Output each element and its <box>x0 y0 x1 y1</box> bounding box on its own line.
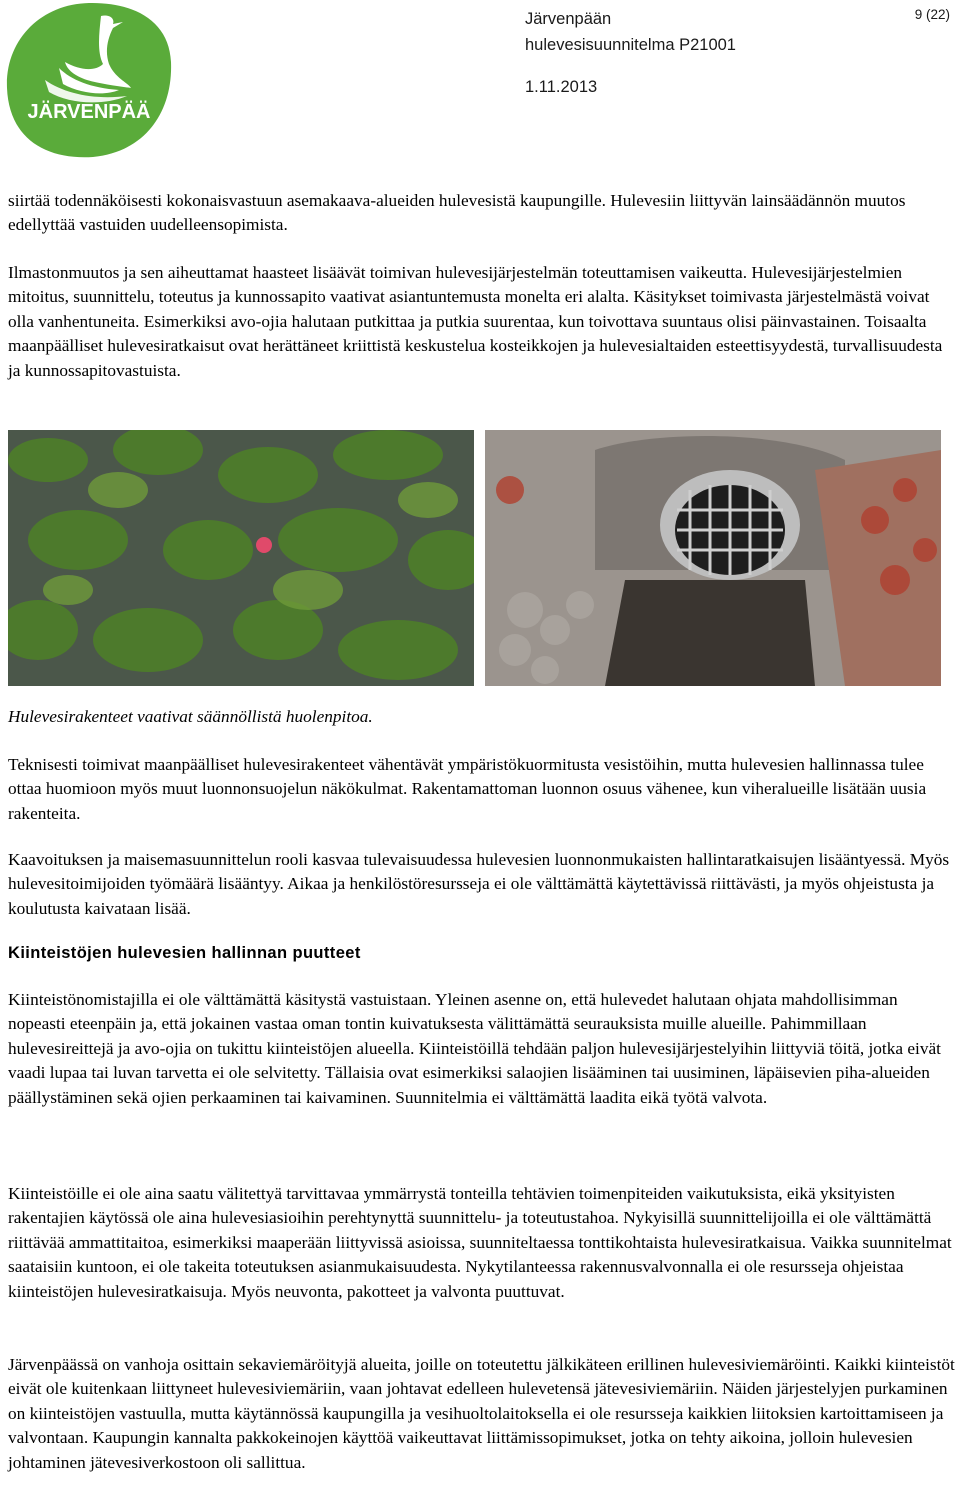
section-heading: Kiinteistöjen hulevesien hallinnan puutteet <box>8 944 361 962</box>
paragraph-5: Kiinteistönomistajilla ei ole välttämättä käsitystä vastuistaan. Yleinen asenne on, että hulevedet halutaan ohjata mahdollisimman nopeasti eteenpäin ja, että jokainen vastaa oman tontin kuivatuksesta välittämättä seurauksista muille alueille. Pahimmillaan hulevesireittejä ja avo-ojia on tukittu kiinteistöjen alueella. Kiinteistöillä tehdään paljon hulevesijärjestelyihin liittyviä töitä, jotka eivät vaadi lupaa tai luvan tarvetta ei ole selvitetty. Tällaisia ovat esimerkiksi salaojien lisääminen tai uusiminen, läpäisevien piha-alueiden päällystäminen sekä ojien perkaaminen tai kaivaminen. Suunnitelmia ei välttämättä laadita eikä työtä valvota. <box>8 990 941 1107</box>
paragraph-3: Teknisesti toimivat maanpäälliset hulevesirakenteet vähentävät ympäristökuormitusta vesistöihin, mutta hulevesien hallinnassa tulee ottaa huomioon myös muut luonnonsuojelun näkökulmat. Rakentamattoman luonnon osuus vähenee, kun viheralueille lisätään uusia rakenteita. <box>8 755 927 823</box>
photo-caption: Hulevesirakenteet vaativat säännöllistä huolenpitoa. <box>8 707 373 726</box>
page-number: 9 (22) <box>914 7 950 22</box>
paragraph-4: Kaavoituksen ja maisemasuunnittelun rooli kasvaa tulevaisuudessa hulevesien luonnonmukaisten hallintaratkaisujen lisääntyessä. Myös hulevesitoimijoiden työmäärä lisääntyy. Aikaa ja henkilöstöresursseja ei ole välttämättä käytettävissä riittävästi, ja myös ohjeistusta ja koulutusta kaivataan lisää. <box>8 850 950 918</box>
header-title-line1: Järvenpään <box>525 10 612 28</box>
paragraph-6: Kiinteistöille ei ole aina saatu välitettyä tarvittavaa ymmärrystä tonteilla tehtävien toimenpiteiden vaikutuksista, eikä yksityisten rakentajien käytössä ole aina hulevesiasioihin perehtynyttä suunnittelu- ja toteutustahoa. Nykyisillä suunnittelijoilla ei ole välttämättä riittävää ammattitaitoa, esimerkiksi maaperään liittyvissä asioissa, suunniteltaessa tonttikohtaista hulevesiratkaisua. Vaikka suunnitelmat saataisiin kuntoon, ei ole takeita toteutuksen asianmukaisuudesta. Nykytilanteessa rakennusvalvonnalla ei ole resursseja ohjeistaa kiinteistöjen hulevesiratkaisuja. Myös neuvonta, pakotteet ja valvonta puuttuvat. <box>8 1184 952 1301</box>
document-header <box>525 6 736 100</box>
header-title-line2: hulevesisuunnitelma P21001 <box>525 36 736 54</box>
photo-culvert <box>485 430 941 686</box>
paragraph-1: siirtää todennäköisesti kokonaisvastuun asemakaava-alueiden hulevesistä kaupungille. Hulevesiin liittyvän lainsäädännön muutos edellyttää vastuiden uudelleensopimista. <box>8 191 906 235</box>
header-date: 1.11.2013 <box>525 78 598 96</box>
paragraph-7: Järvenpäässä on vanhoja osittain sekaviemäröityjä alueita, joille on toteutettu jälkikäteen erillinen hulevesiviemäröinti. Kaikki kiinteistöt eivät ole kuitenkaan liittyneet hulevesiviemäriin, vaan johtavat edelleen hulevetensä jätevesiviemäriin. Näiden järjestelyjen purkaminen on kiinteistöjen vastuulla, mutta käytännössä kaupungilla ja vesihuoltolaitoksella ei ole resursseja kaikkien liitoksien kartoittamiseen ja valvontaan. Kaupungin kannalta pakkokeinojen käyttöä vaikeuttavat liittämissopimukset, jotka on tehty aikoina, jolloin hulevesien johtaminen jätevesiverkostoon oli sallittua. <box>8 1355 955 1472</box>
logo-text: JÄRVENPÄÄ <box>27 101 151 123</box>
jarvenpaa-logo <box>5 0 173 160</box>
photo-water-lilies <box>8 430 474 686</box>
paragraph-2: Ilmastonmuutos ja sen aiheuttamat haasteet lisäävät toimivan hulevesijärjestelmän toteuttamisen vaikeutta. Hulevesijärjestelmien mitoitus, suunnittelu, toteutus ja kunnossapito vaativat asiantuntemusta monelta eri alalta. Käsitykset toimivasta järjestelmästä voivat olla vanhentuneita. Esimerkiksi avo-ojia halutaan putkittaa ja putkia suurentaa, kun toivottava suuntaus olisi päinvastainen. Toisaalta maanpäälliset hulevesiratkaisut ovat herättäneet kriittistä keskustelua kosteikkojen ja hulevesialtaiden esteettisyydestä, turvallisuudesta ja kunnossapitovastuista. <box>8 263 943 380</box>
